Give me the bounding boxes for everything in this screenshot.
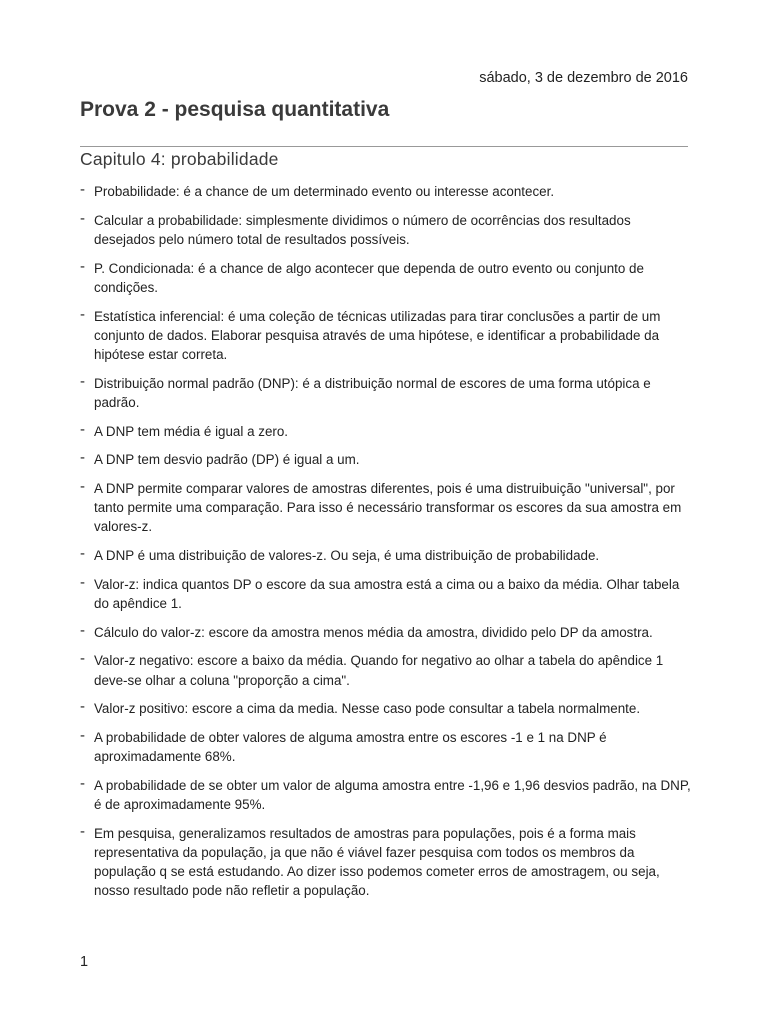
list-item — [80, 422, 692, 441]
list-item-text: Em pesquisa, generalizamos resultados de amostras para populações, pois é a forma mais representativa da população, ja que não é viável fazer pesquisa com todos os membros da população q se está estudando. Ao dizer isso podemos cometer erros de amostragem, ou seja, nosso resultado pode não refletir a população. — [94, 825, 660, 899]
list-item — [80, 546, 692, 565]
page-number: 1 — [80, 954, 89, 970]
bullet-dash: - — [80, 449, 85, 467]
list-item — [80, 211, 692, 249]
bullet-dash: - — [80, 257, 85, 275]
bullet-dash: - — [80, 181, 85, 198]
bullet-dash: - — [80, 774, 85, 792]
bullet-dash: - — [80, 573, 85, 591]
bullet-dash: - — [80, 698, 85, 716]
list-item — [80, 776, 692, 814]
bullet-dash: - — [80, 822, 85, 840]
list-item — [80, 651, 692, 689]
list-item — [80, 259, 692, 297]
bullet-dash: - — [80, 545, 85, 563]
document-title: Prova 2 - pesquisa quantitativa — [80, 98, 390, 121]
bullet-dash: - — [80, 420, 85, 438]
list-item-text: P. Condicionada: é a chance de algo acontecer que dependa de outro evento ou conjunto de condições. — [94, 260, 644, 295]
list-item — [80, 699, 692, 718]
list-item — [80, 623, 692, 642]
list-item — [80, 182, 692, 201]
title-divider — [80, 146, 688, 147]
list-item-text: Probabilidade: é a chance de um determinado evento ou interesse acontecer. — [94, 184, 555, 199]
list-item-text: A DNP tem desvio padrão (DP) é igual a um. — [94, 452, 360, 468]
bullet-dash: - — [80, 650, 85, 668]
list-item-text: A probabilidade de obter valores de alguma amostra entre os escores -1 e 1 na DNP é aproximadamente 68%. — [94, 729, 607, 765]
list-item-text: Calcular a probabilidade: simplesmente dividimos o número de ocorrências dos resultados desejados pelo número total de resultados possíveis. — [94, 212, 631, 247]
list-item-text: A DNP tem média é igual a zero. — [94, 423, 289, 439]
list-item-text: A DNP permite comparar valores de amostras diferentes, pois é uma distruibuição "universal", por tanto permite uma comparação. Para isso é necessário transformar os escores da sua amostra em valores-z. — [94, 480, 682, 535]
list-item-text: A probabilidade de se obter um valor de alguma amostra entre -1,96 e 1,96 desvios padrão, na DNP, é de aproximadamente 95%. — [94, 777, 691, 813]
list-item-text: Distribuição normal padrão (DNP): é a distribuição normal de escores de uma forma utópica e padrão. — [94, 375, 651, 410]
bullet-dash: - — [80, 305, 85, 323]
list-item — [80, 824, 692, 901]
list-item-text: Cálculo do valor-z: escore da amostra menos média da amostra, dividido pelo DP da amostra. — [94, 624, 653, 640]
list-item-text: Valor-z: indica quantos DP o escore da sua amostra está a cima ou a baixo da média. Olhar tabela do apêndice 1. — [94, 576, 680, 611]
bullet-dash: - — [80, 477, 85, 495]
list-item — [80, 374, 692, 412]
document-date: sábado, 3 de dezembro de 2016 — [479, 70, 688, 86]
list-item-text: A DNP é uma distribuição de valores-z. Ou seja, é uma distribuição de probabilidade. — [94, 548, 600, 564]
bullet-dash: - — [80, 372, 85, 390]
list-item — [80, 479, 692, 537]
list-item — [80, 307, 692, 365]
list-item-text: Valor-z negativo: escore a baixo da média. Quando for negativo ao olhar a tabela do apêndice 1 deve-se olhar a coluna "proporção a cima". — [94, 653, 664, 688]
list-item-text: Estatística inferencial: é uma coleção de técnicas utilizadas para tirar conclusões a partir de um conjunto de dados. Elaborar pesquisa através de uma hipótese, e identificar a probabilidade da hipótese estar correta. — [94, 308, 661, 362]
list-item — [80, 450, 692, 469]
bullet-dash: - — [80, 726, 85, 744]
list-item — [80, 575, 692, 613]
bullet-list — [80, 182, 692, 910]
list-item — [80, 728, 692, 766]
section-title: Capitulo 4: probabilidade — [80, 149, 279, 169]
bullet-dash: - — [80, 621, 85, 639]
bullet-dash: - — [80, 209, 85, 227]
list-item-text: Valor-z positivo: escore a cima da media. Nesse caso pode consultar a tabela normalmente. — [94, 701, 641, 717]
